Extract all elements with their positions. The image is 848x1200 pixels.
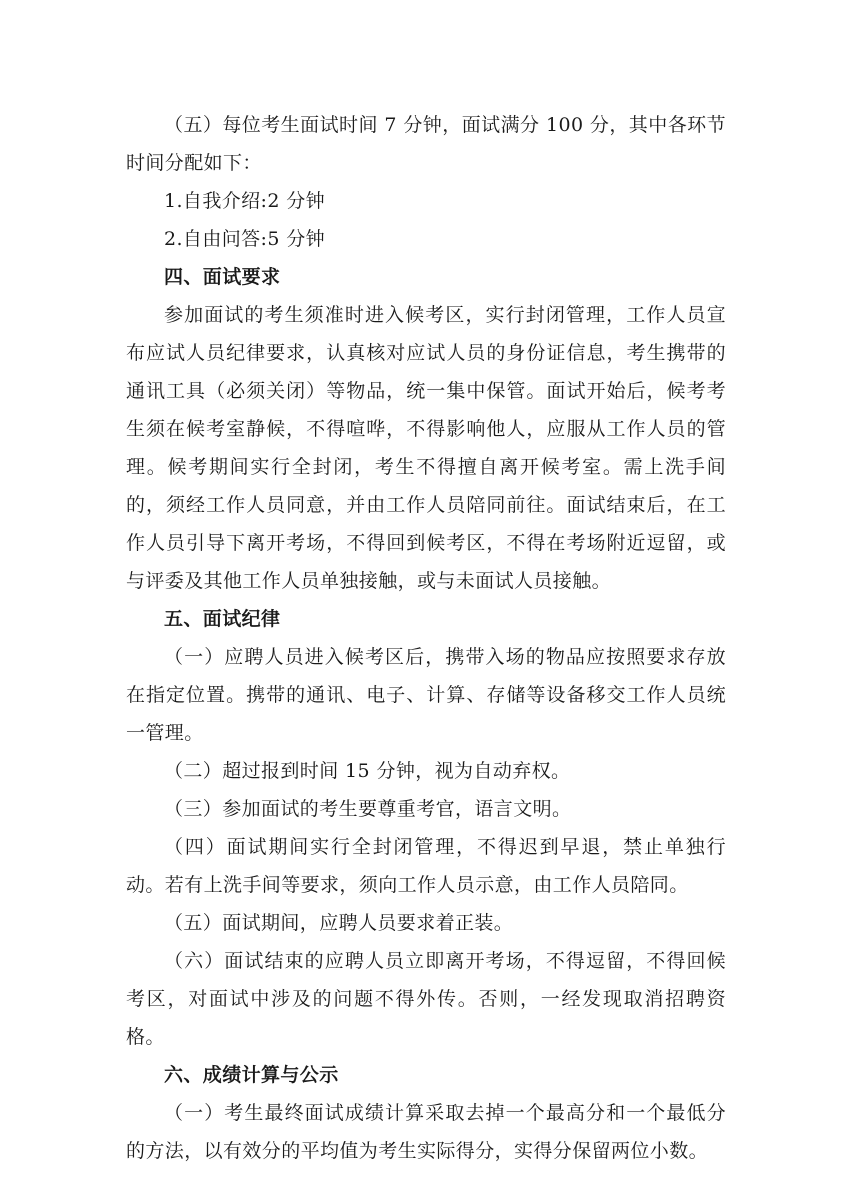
scoring-rule-1: （一）考生最终面试成绩计算采取去掉一个最高分和一个最低分的方法，以有效分的平均值为考生实际得分，实得分保留两位小数。 [126, 1102, 726, 1162]
list-item-self-intro: 1.自我介绍:2 分钟 [164, 190, 326, 212]
section-heading-requirements: 四、面试要求 [164, 266, 281, 288]
discipline-rule-6: （六）面试结束的应聘人员立即离开考场，不得逗留，不得回候考区，对面试中涉及的问题不得外传。否则，一经发现取消招聘资格。 [126, 950, 726, 1048]
discipline-rule-1: （一）应聘人员进入候考区后，携带入场的物品应按照要求存放在指定位置。携带的通讯、电子、计算、存储等设备移交工作人员统一管理。 [126, 646, 726, 744]
document-page [126, 106, 726, 1170]
list-item-free-qa: 2.自由问答:5 分钟 [164, 228, 326, 250]
discipline-rule-5: （五）面试期间，应聘人员要求着正装。 [164, 912, 514, 934]
interview-time-paragraph: （五）每位考生面试时间 7 分钟，面试满分 100 分，其中各环节时间分配如下： [126, 114, 726, 174]
requirements-paragraph: 参加面试的考生须准时进入候考区，实行封闭管理，工作人员宣布应试人员纪律要求，认真核对应试人员的身份证信息，考生携带的通讯工具（必须关闭）等物品，统一集中保管。面试开始后，候考考生须在候考室静候，不得喧哗，不得影响他人，应服从工作人员的管理。候考期间实行全封闭，考生不得擅自离开候考室。需上洗手间的，须经工作人员同意，并由工作人员陪同前往。面试结束后，在工作人员引导下离开考场，不得回到候考区，不得在考场附近逗留，或与评委及其他工作人员单独接触，或与未面试人员接触。 [126, 304, 726, 592]
discipline-rule-4: （四）面试期间实行全封闭管理，不得迟到早退，禁止单独行动。若有上洗手间等要求，须向工作人员示意，由工作人员陪同。 [126, 836, 726, 896]
section-heading-scoring: 六、成绩计算与公示 [164, 1064, 339, 1086]
section-heading-discipline: 五、面试纪律 [164, 608, 281, 630]
discipline-rule-3: （三）参加面试的考生要尊重考官，语言文明。 [164, 798, 572, 820]
discipline-rule-2: （二）超过报到时间 15 分钟，视为自动弃权。 [164, 760, 571, 782]
